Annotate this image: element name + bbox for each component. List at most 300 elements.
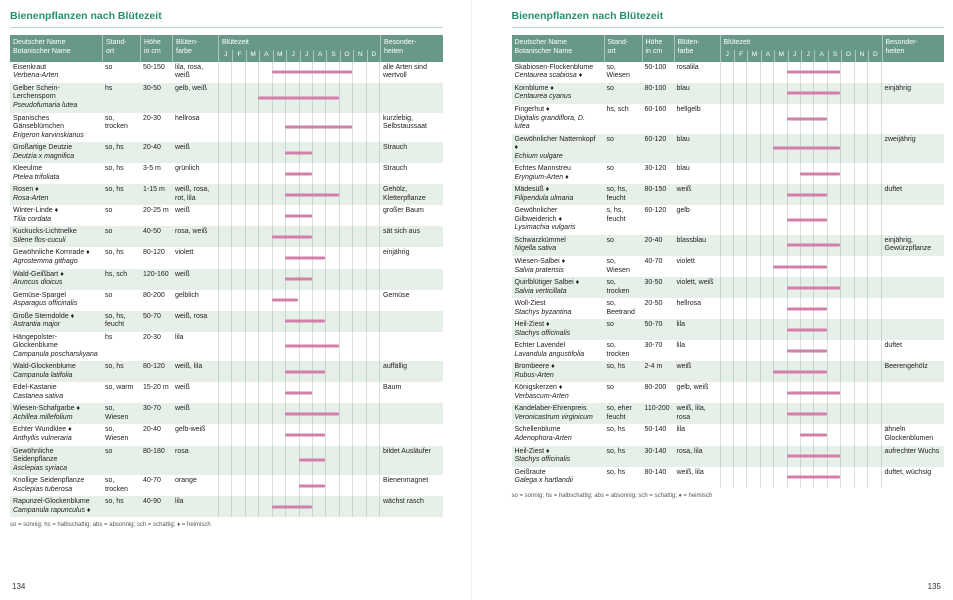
- col-header-hoehe: Höhe in cm: [642, 35, 674, 62]
- month-cell: [352, 142, 365, 163]
- month-cell: [840, 184, 853, 205]
- table-row: [512, 235, 945, 256]
- month-cell: [720, 361, 733, 382]
- month-cell: [258, 496, 271, 517]
- month-cell: [840, 83, 853, 104]
- month-cell: [840, 298, 853, 319]
- month-cell: [218, 226, 231, 247]
- bloom-months-cell: [218, 475, 380, 496]
- standort-cell: hs: [105, 333, 113, 341]
- plant-botanical-name: Campanula poscharskyana: [13, 350, 98, 358]
- plant-name-cell: [10, 184, 102, 205]
- month-cell: [231, 403, 244, 424]
- month-cell: [746, 446, 759, 467]
- month-cell: [258, 113, 271, 143]
- bloom-period-bar: [285, 370, 325, 373]
- month-cell: [366, 424, 379, 445]
- plant-botanical-name: Campanula latifolia: [13, 371, 73, 379]
- page-number: 135: [927, 582, 941, 591]
- bloom-months-cell: [720, 277, 882, 298]
- month-cell: [854, 104, 867, 134]
- month-cell: [854, 134, 867, 164]
- month-letter: M: [246, 50, 259, 62]
- month-cell: [867, 446, 880, 467]
- farbe-cell: weiß: [175, 270, 190, 278]
- standort-cell: so, Wiesen: [606, 257, 630, 274]
- month-cell: [773, 319, 786, 340]
- hoehe-cell: 20-40: [143, 144, 161, 152]
- month-cell: [218, 184, 231, 205]
- month-cell: [218, 290, 231, 311]
- month-cell: [258, 184, 271, 205]
- bloom-months-cell: [218, 247, 380, 268]
- table-row: [512, 104, 945, 134]
- plant-german-name: Quirlblütiger Salbei ♦: [514, 279, 580, 287]
- month-cell: [366, 290, 379, 311]
- month-cell: [231, 113, 244, 143]
- table-row: [10, 475, 443, 496]
- month-letter: J: [788, 50, 801, 62]
- farbe-cell: rosa: [175, 447, 189, 455]
- month-cell: [720, 83, 733, 104]
- month-cell: [720, 235, 733, 256]
- month-cell: [339, 247, 352, 268]
- table-row: [10, 446, 443, 476]
- month-cell: [733, 277, 746, 298]
- besonderheiten-cell: [380, 403, 443, 424]
- bloom-period-bar: [285, 214, 312, 217]
- plant-botanical-name: Salvia pratensis: [514, 266, 564, 274]
- besonderheiten-cell: [882, 163, 945, 184]
- bloom-months-cell: [720, 256, 882, 277]
- bloom-months-cell: [218, 62, 380, 83]
- hoehe-cell: 80-100: [644, 84, 667, 92]
- farbe-cell: rosalila: [676, 63, 699, 71]
- month-cell: [245, 184, 258, 205]
- month-cell: [854, 163, 867, 184]
- month-cell: [746, 403, 759, 424]
- hoehe-cell: 60-160: [644, 106, 667, 113]
- month-cell: [840, 205, 853, 235]
- bloom-months-cell: [720, 467, 882, 488]
- hoehe-cell: 30-50: [644, 279, 663, 287]
- month-cell: [773, 298, 786, 319]
- standort-cell: so, hs: [105, 186, 124, 194]
- month-cell: [760, 83, 773, 104]
- page-number: 134: [12, 582, 26, 591]
- month-cell: [746, 319, 759, 340]
- bloom-months-cell: [218, 113, 380, 143]
- month-cell: [733, 256, 746, 277]
- bloom-period-bar: [773, 147, 840, 150]
- month-cell: [366, 361, 379, 382]
- month-cell: [746, 298, 759, 319]
- bloom-period-bar: [787, 219, 827, 222]
- month-cell: [746, 62, 759, 83]
- besonderheiten-cell: [882, 277, 945, 298]
- plant-botanical-name: Erigeron karvinskianus: [13, 131, 84, 139]
- farbe-cell: orange: [175, 477, 197, 485]
- month-cell: [746, 83, 759, 104]
- farbe-cell: violett: [676, 257, 695, 265]
- month-cell: [720, 277, 733, 298]
- bloom-period-bar: [787, 349, 827, 352]
- besonderheiten-cell: einjährig: [383, 249, 410, 257]
- month-cell: [366, 247, 379, 268]
- month-cell: [867, 319, 880, 340]
- month-cell: [746, 277, 759, 298]
- bloom-months-cell: [720, 361, 882, 382]
- bloom-months-cell: [720, 163, 882, 184]
- month-cell: [854, 467, 867, 488]
- month-cell: [245, 247, 258, 268]
- table-row: [10, 205, 443, 226]
- plant-german-name: Gewöhnliche Kornrade ♦: [13, 249, 90, 257]
- plant-botanical-name: Digitalis grandiflora, D. lutea: [514, 114, 585, 131]
- plant-name-cell: [512, 382, 604, 403]
- farbe-cell: weiß, rosa, rot, lila: [175, 186, 210, 202]
- farbe-cell: violett, weiß: [676, 279, 714, 287]
- table-row: [512, 319, 945, 340]
- plant-name-cell: [10, 163, 102, 184]
- month-cell: [366, 382, 379, 403]
- month-cell: [760, 163, 773, 184]
- month-cell: [339, 83, 352, 113]
- month-cell: [366, 205, 379, 226]
- standort-cell: so: [105, 207, 113, 215]
- plant-german-name: Knollige Seidenpflanze: [13, 477, 85, 485]
- bloom-period-bar: [285, 172, 312, 175]
- month-cell: [339, 269, 352, 290]
- month-cell: [325, 290, 338, 311]
- table-body: [512, 62, 945, 488]
- plant-name-cell: [512, 163, 604, 184]
- month-letter: S: [326, 50, 339, 62]
- month-cell: [840, 235, 853, 256]
- month-cell: [773, 184, 786, 205]
- month-cell: [720, 163, 733, 184]
- table-row: [512, 184, 945, 205]
- month-cell: [352, 269, 365, 290]
- bloom-period-bar: [787, 117, 827, 120]
- month-cell: [867, 62, 880, 83]
- month-cell: [245, 311, 258, 332]
- col-header-farbe: Blüten- farbe: [172, 35, 218, 62]
- plant-botanical-name: Astrantia major: [13, 321, 61, 329]
- month-cell: [867, 134, 880, 164]
- month-cell: [231, 382, 244, 403]
- bloom-period-bar: [285, 256, 325, 259]
- hoehe-cell: 120-160: [143, 270, 169, 278]
- hoehe-cell: 30-50: [143, 84, 161, 92]
- bloom-period-bar: [773, 265, 827, 268]
- month-cell: [272, 205, 285, 226]
- month-cell: [366, 332, 379, 362]
- bloom-months-cell: [218, 205, 380, 226]
- month-cell: [366, 226, 379, 247]
- plant-name-cell: [512, 446, 604, 467]
- bloom-period-bar: [800, 434, 827, 437]
- month-cell: [746, 424, 759, 445]
- month-cell: [218, 163, 231, 184]
- table-row: [10, 403, 443, 424]
- plant-name-cell: [512, 298, 604, 319]
- month-cell: [231, 269, 244, 290]
- hoehe-cell: 40-70: [143, 477, 161, 485]
- hoehe-cell: 15-20 m: [143, 384, 169, 392]
- month-cell: [231, 446, 244, 476]
- hoehe-cell: 50-150: [143, 63, 165, 71]
- bloom-months-cell: [720, 134, 882, 164]
- month-cell: [272, 424, 285, 445]
- plant-name-cell: [512, 134, 604, 164]
- month-cell: [854, 446, 867, 467]
- plant-name-cell: [10, 311, 102, 332]
- month-cell: [245, 496, 258, 517]
- plant-german-name: Gewöhnlicher Gilbweiderich ♦: [514, 207, 563, 223]
- month-cell: [245, 382, 258, 403]
- month-cell: [299, 290, 312, 311]
- besonderheiten-cell: sät sich aus: [383, 228, 420, 236]
- col-header-name-line1: Deutscher Name: [514, 39, 568, 46]
- standort-cell: so, trocken: [606, 342, 630, 358]
- standort-cell: so: [105, 63, 113, 71]
- month-cell: [312, 163, 325, 184]
- bloom-months-cell: [218, 142, 380, 163]
- bloom-months-cell: [720, 382, 882, 403]
- month-cell: [258, 142, 271, 163]
- month-cell: [773, 83, 786, 104]
- bloom-period-bar: [272, 71, 353, 74]
- besonderheiten-cell: duftet: [884, 342, 903, 350]
- month-cell: [231, 205, 244, 226]
- table-row: [512, 467, 945, 488]
- hoehe-cell: 2-4 m: [644, 363, 663, 371]
- month-cell: [827, 104, 840, 134]
- table-row: [10, 113, 443, 143]
- plant-german-name: Wiesen-Salbei ♦: [514, 257, 566, 265]
- besonderheiten-cell: Gehölz, Kletterpflanze: [383, 186, 426, 202]
- farbe-cell: weiß: [175, 405, 190, 413]
- month-letters: [219, 50, 380, 62]
- month-cell: [733, 205, 746, 235]
- table-row: [512, 424, 945, 445]
- month-letter: M: [273, 50, 286, 62]
- bloom-months-cell: [720, 298, 882, 319]
- bloom-months-cell: [218, 403, 380, 424]
- month-cell: [733, 382, 746, 403]
- besonderheiten-cell: einjährig, Gewürzpflanze: [884, 236, 932, 253]
- month-cell: [773, 424, 786, 445]
- bloom-period-bar: [285, 278, 312, 281]
- month-cell: [339, 403, 352, 424]
- plant-botanical-name: Echium vulgare: [514, 152, 563, 160]
- table-row: [512, 205, 945, 235]
- bloom-months-cell: [218, 382, 380, 403]
- month-cell: [218, 83, 231, 113]
- plant-name-cell: [10, 269, 102, 290]
- month-cell: [733, 163, 746, 184]
- hoehe-cell: 60-120: [644, 207, 667, 215]
- plant-name-cell: [10, 424, 102, 445]
- farbe-cell: weiß, lila, rosa: [676, 405, 706, 421]
- month-cell: [760, 298, 773, 319]
- month-cell: [746, 184, 759, 205]
- plant-name-cell: [512, 361, 604, 382]
- month-cell: [272, 163, 285, 184]
- standort-cell: so: [606, 384, 614, 392]
- plant-german-name: Woll-Ziest: [514, 300, 546, 308]
- plant-name-cell: [512, 319, 604, 340]
- month-cell: [773, 235, 786, 256]
- besonderheiten-cell: duftet, wüchsig: [884, 468, 932, 476]
- plant-german-name: Fingerhut ♦: [514, 106, 550, 113]
- table-row: [10, 332, 443, 362]
- month-cell: [325, 226, 338, 247]
- month-cell: [352, 113, 365, 143]
- month-cell: [339, 226, 352, 247]
- month-cell: [339, 475, 352, 496]
- page-title: Bienenpflanzen nach Blütezeit: [10, 10, 443, 28]
- besonderheiten-cell: Gemüse: [383, 291, 410, 299]
- besonderheiten-cell: aufrechter Wuchs: [884, 447, 940, 455]
- month-cell: [720, 256, 733, 277]
- standort-cell: so: [606, 165, 614, 173]
- bloom-months-cell: [720, 403, 882, 424]
- month-cell: [867, 403, 880, 424]
- month-cell: [733, 424, 746, 445]
- month-cell: [366, 62, 379, 83]
- month-cell: [366, 142, 379, 163]
- plant-name-cell: [10, 496, 102, 517]
- month-cell: [867, 298, 880, 319]
- month-cell: [840, 319, 853, 340]
- plant-botanical-name: Asclepias tuberosa: [13, 485, 73, 493]
- book-page-left: [0, 0, 471, 600]
- table-row: [512, 83, 945, 104]
- hoehe-cell: 1-15 m: [143, 186, 165, 194]
- month-cell: [867, 104, 880, 134]
- besonderheiten-cell: Beerengehölz: [884, 363, 928, 371]
- month-cell: [760, 319, 773, 340]
- month-cell: [867, 235, 880, 256]
- plant-name-cell: [10, 332, 102, 362]
- hoehe-cell: 30-120: [644, 165, 667, 173]
- month-letter: M: [747, 50, 760, 62]
- bloom-months-cell: [720, 83, 882, 104]
- plants-table: [512, 35, 945, 488]
- plant-botanical-name: Agrostemma githago: [13, 257, 78, 265]
- standort-cell: so, hs: [105, 144, 124, 152]
- standort-cell: so: [105, 291, 113, 299]
- plant-botanical-name: Stachys byzantina: [514, 308, 572, 316]
- month-cell: [245, 163, 258, 184]
- bloom-months-cell: [720, 446, 882, 467]
- hoehe-cell: 80-120: [143, 249, 165, 257]
- bloom-period-bar: [787, 307, 827, 310]
- month-cell: [218, 113, 231, 143]
- bloom-months-cell: [218, 446, 380, 476]
- besonderheiten-cell: [380, 269, 443, 290]
- farbe-cell: hellrosa: [175, 114, 200, 122]
- month-cell: [867, 256, 880, 277]
- standort-cell: so, warm: [105, 384, 134, 392]
- plant-botanical-name: Asclepias syriaca: [13, 464, 68, 472]
- bloom-period-bar: [787, 412, 827, 415]
- month-cell: [312, 205, 325, 226]
- month-cell: [366, 184, 379, 205]
- plant-botanical-name: Lysimachia vulgaris: [514, 224, 576, 232]
- plant-german-name: Eisenkraut: [13, 63, 47, 71]
- month-cell: [352, 424, 365, 445]
- hoehe-cell: 30-140: [644, 447, 667, 455]
- hoehe-cell: 80-200: [644, 384, 667, 392]
- month-cell: [760, 467, 773, 488]
- month-cell: [218, 247, 231, 268]
- month-cell: [720, 62, 733, 83]
- bloom-months-cell: [720, 205, 882, 235]
- month-cell: [312, 496, 325, 517]
- month-cell: [325, 496, 338, 517]
- plant-name-cell: [10, 247, 102, 268]
- month-cell: [854, 277, 867, 298]
- month-cell: [352, 205, 365, 226]
- hoehe-cell: 20-30: [143, 333, 161, 341]
- month-cell: [272, 475, 285, 496]
- month-cell: [218, 205, 231, 226]
- plant-german-name: Heil-Ziest ♦: [514, 447, 550, 455]
- month-cell: [366, 269, 379, 290]
- plant-name-cell: [10, 205, 102, 226]
- bloom-period-bar: [258, 96, 339, 99]
- month-cell: [733, 319, 746, 340]
- bloom-months-cell: [218, 269, 380, 290]
- month-cell: [218, 382, 231, 403]
- bloom-period-bar: [272, 299, 299, 302]
- table-row: [10, 83, 443, 113]
- month-cell: [352, 290, 365, 311]
- bloom-months-cell: [720, 340, 882, 361]
- month-cell: [773, 403, 786, 424]
- hoehe-cell: 50-100: [644, 63, 667, 71]
- farbe-cell: lila: [676, 321, 686, 329]
- hoehe-cell: 80-140: [644, 468, 667, 476]
- month-cell: [760, 340, 773, 361]
- month-cell: [258, 446, 271, 476]
- plant-german-name: Skabiosen-Flockenblume: [514, 63, 594, 71]
- plant-botanical-name: Aruncus dioicus: [13, 279, 63, 287]
- plant-german-name: Spanisches Gänseblümchen: [13, 114, 64, 131]
- standort-cell: so, hs: [606, 426, 626, 434]
- farbe-cell: weiß, lila: [175, 363, 203, 371]
- farbe-cell: gelb-weiß: [175, 426, 206, 434]
- month-cell: [325, 269, 338, 290]
- month-cell: [840, 382, 853, 403]
- plant-name-cell: [10, 62, 102, 83]
- standort-cell: so, hs: [105, 249, 124, 257]
- month-cell: [258, 475, 271, 496]
- month-cell: [827, 256, 840, 277]
- plant-botanical-name: Verbascum-Arten: [514, 392, 569, 400]
- farbe-cell: weiß: [175, 384, 190, 392]
- month-cell: [746, 235, 759, 256]
- month-cell: [760, 382, 773, 403]
- month-cell: [245, 113, 258, 143]
- month-cell: [352, 403, 365, 424]
- plant-name-cell: [512, 104, 604, 134]
- plant-botanical-name: Rosa-Arten: [13, 194, 49, 202]
- plant-german-name: Gelber Schein-Lerchensporn: [13, 84, 60, 101]
